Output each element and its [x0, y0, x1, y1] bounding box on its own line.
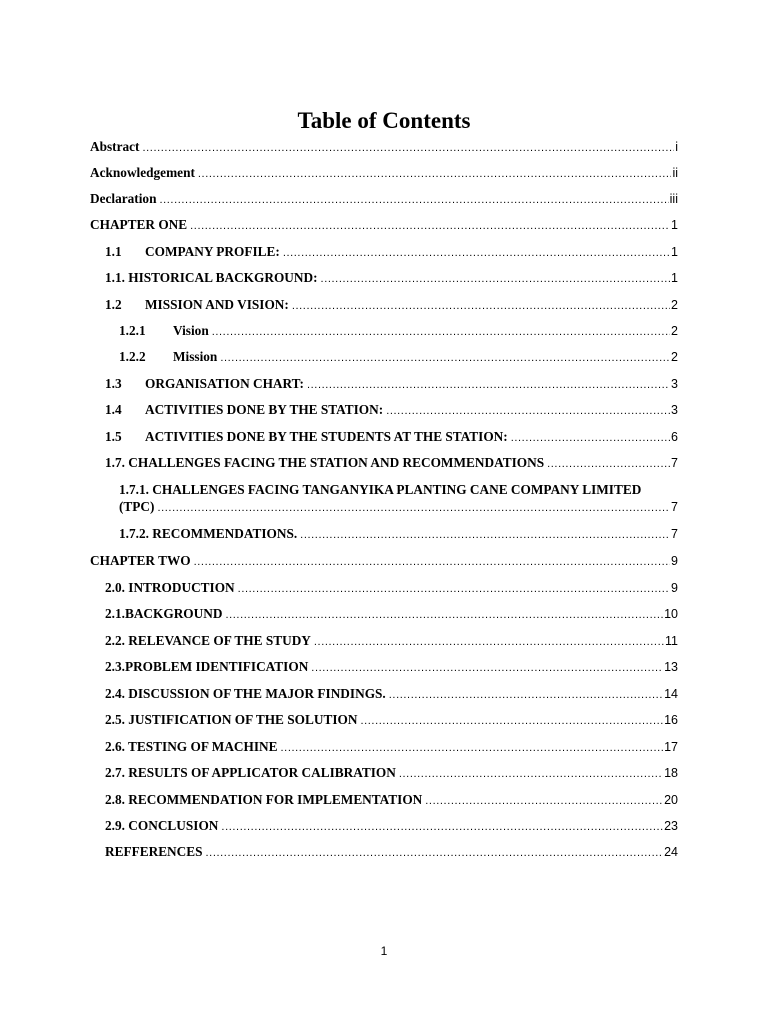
toc-entry-references[interactable] [105, 843, 678, 862]
dot-leader [292, 298, 670, 315]
footer-page-number: 1 [380, 944, 388, 958]
toc-entry-label: Vision [173, 323, 209, 338]
toc-page-number: i [675, 140, 678, 154]
dot-leader [159, 192, 668, 209]
dot-leader [220, 350, 670, 367]
toc-entry-1-7[interactable] [105, 454, 678, 473]
toc-entry-2-1[interactable] [105, 605, 678, 624]
toc-entry-label: 1.1. HISTORICAL BACKGROUND: [105, 270, 318, 285]
dot-leader [386, 403, 670, 420]
toc-entry-abstract[interactable] [90, 138, 678, 157]
toc-entry-1-5[interactable] [105, 428, 678, 447]
toc-entry-1-2[interactable] [105, 296, 678, 315]
toc-section-number: 1.2 [105, 297, 122, 312]
toc-entry-label: 2.6. TESTING OF MACHINE [105, 739, 278, 754]
toc-entry-2-0[interactable] [105, 579, 678, 598]
toc-entry-2-9[interactable] [105, 817, 678, 836]
toc-entry-label: Declaration [90, 191, 157, 206]
toc-entry-1-2-1[interactable] [119, 322, 678, 341]
dot-leader [198, 166, 672, 183]
dot-leader [206, 845, 664, 862]
toc-entry-chapter-two[interactable] [90, 552, 678, 571]
dot-leader [399, 766, 663, 783]
toc-page-number: 2 [671, 298, 678, 312]
toc-entry-1-1-historical[interactable] [105, 269, 678, 288]
toc-entry-label: Abstract [90, 139, 140, 154]
toc-section-number: 1.4 [105, 402, 122, 417]
toc-entry-label: ORGANISATION CHART: [145, 376, 304, 391]
toc-entry-label: Mission [173, 349, 218, 364]
toc-section-number: 1.3 [105, 376, 122, 391]
toc-entry-label: COMPANY PROFILE: [145, 244, 280, 259]
dot-leader [311, 660, 663, 677]
toc-section-number: 1.2.2 [119, 349, 146, 364]
toc-entry-2-5[interactable] [105, 711, 678, 730]
toc-page-number: 9 [671, 581, 678, 595]
toc-entry-label: 2.0. INTRODUCTION [105, 580, 235, 595]
dot-leader [142, 140, 674, 157]
toc-entry-1-2-2[interactable] [119, 348, 678, 367]
toc-entry-2-3[interactable] [105, 658, 678, 677]
toc-page-number: 20 [664, 793, 678, 807]
toc-entry-label: 1.7.1. CHALLENGES FACING TANGANYIKA PLANTING CANE COMPANY LIMITED [119, 482, 642, 497]
toc-page-number: 23 [664, 819, 678, 833]
toc-page-number: iii [669, 192, 678, 206]
toc-page-number: 16 [664, 713, 678, 727]
toc-page-number: 10 [664, 607, 678, 621]
toc-page-number: 7 [671, 500, 678, 514]
toc-entry-2-4[interactable] [105, 685, 678, 704]
dot-leader [238, 581, 670, 598]
dot-leader [547, 456, 670, 473]
toc-entry-1-1[interactable] [105, 243, 678, 262]
toc-entry-label: MISSION AND VISION: [145, 297, 289, 312]
toc-entry-label: 1.7.2. RECOMMENDATIONS. [119, 526, 298, 541]
toc-page-number: 3 [671, 403, 678, 417]
toc-section-number: 1.1 [105, 244, 122, 259]
toc-entry-1-3[interactable] [105, 375, 678, 394]
toc-page-number: 1 [671, 218, 678, 232]
toc-entry-label: REFFERENCES [105, 844, 203, 859]
toc-page-number: ii [672, 166, 678, 180]
toc-entry-chapter-one[interactable] [90, 216, 678, 235]
toc-entry-label: 2.9. CONCLUSION [105, 818, 219, 833]
dot-leader [283, 245, 670, 262]
toc-page-number: 18 [664, 766, 678, 780]
toc-page-number: 17 [664, 740, 678, 754]
toc-entry-2-7[interactable] [105, 764, 678, 783]
toc-entry-label: CHAPTER ONE [90, 217, 188, 232]
toc-page-number: 24 [664, 845, 678, 859]
toc-page-number: 7 [671, 527, 678, 541]
dot-leader [425, 793, 663, 810]
dot-leader [314, 634, 664, 651]
toc-entry-label: 2.4. DISCUSSION OF THE MAJOR FINDINGS. [105, 686, 386, 701]
dot-leader [221, 819, 663, 836]
dot-leader [511, 430, 670, 447]
toc-entry-label: 2.2. RELEVANCE OF THE STUDY [105, 633, 311, 648]
toc-page-number: 1 [671, 271, 678, 285]
toc-entry-label: ACTIVITIES DONE BY THE STUDENTS AT THE STATION: [145, 429, 508, 444]
toc-section-number: 1.5 [105, 429, 122, 444]
toc-entry-2-8[interactable] [105, 791, 678, 810]
toc-entry-label: 2.3.PROBLEM IDENTIFICATION [105, 659, 309, 674]
toc-page-number: 2 [671, 350, 678, 364]
dot-leader [389, 687, 663, 704]
toc-page-number: 14 [664, 687, 678, 701]
dot-leader [281, 740, 664, 757]
toc-page-number: 3 [671, 377, 678, 391]
toc-page-number: 11 [665, 634, 678, 648]
toc-page-number: 6 [671, 430, 678, 444]
dot-leader [360, 713, 663, 730]
toc-entry-1-7-1[interactable] [119, 481, 678, 517]
toc-entry-label: 2.5. JUSTIFICATION OF THE SOLUTION [105, 712, 358, 727]
toc-entry-2-2[interactable] [105, 632, 678, 651]
dot-leader [212, 324, 670, 341]
toc-entry-1-4[interactable] [105, 401, 678, 420]
toc-entry-label: CHAPTER TWO [90, 553, 191, 568]
toc-page-number: 7 [671, 456, 678, 470]
dot-leader [321, 271, 671, 288]
toc-page-number: 1 [671, 245, 678, 259]
page-title: Table of Contents [297, 108, 471, 133]
toc-page-number: 13 [664, 660, 678, 674]
toc-entry-label: 1.7. CHALLENGES FACING THE STATION AND RECOMMENDATIONS [105, 455, 545, 470]
dot-leader [300, 527, 670, 544]
toc-entry-label: 2.1.BACKGROUND [105, 606, 223, 621]
toc-entry-declaration[interactable] [90, 190, 678, 209]
toc-entry-label: ACTIVITIES DONE BY THE STATION: [145, 402, 384, 417]
toc-entry-label-continued: (TPC) [119, 499, 155, 514]
toc-page-number: 9 [671, 554, 678, 568]
toc-entry-label: 2.7. RESULTS OF APPLICATOR CALIBRATION [105, 765, 396, 780]
toc-entry-acknowledgement[interactable] [90, 164, 678, 183]
toc-section-number: 1.2.1 [119, 323, 146, 338]
dot-leader [190, 218, 670, 235]
dot-leader [194, 554, 670, 571]
dot-leader [157, 500, 670, 517]
dot-leader [307, 377, 670, 394]
toc-entry-label: Acknowledgement [90, 165, 195, 180]
toc-entry-1-7-2[interactable] [119, 525, 678, 544]
toc-entry-label: 2.8. RECOMMENDATION FOR IMPLEMENTATION [105, 792, 423, 807]
toc-page-number: 2 [671, 324, 678, 338]
toc-entry-2-6[interactable] [105, 738, 678, 757]
dot-leader [225, 607, 663, 624]
